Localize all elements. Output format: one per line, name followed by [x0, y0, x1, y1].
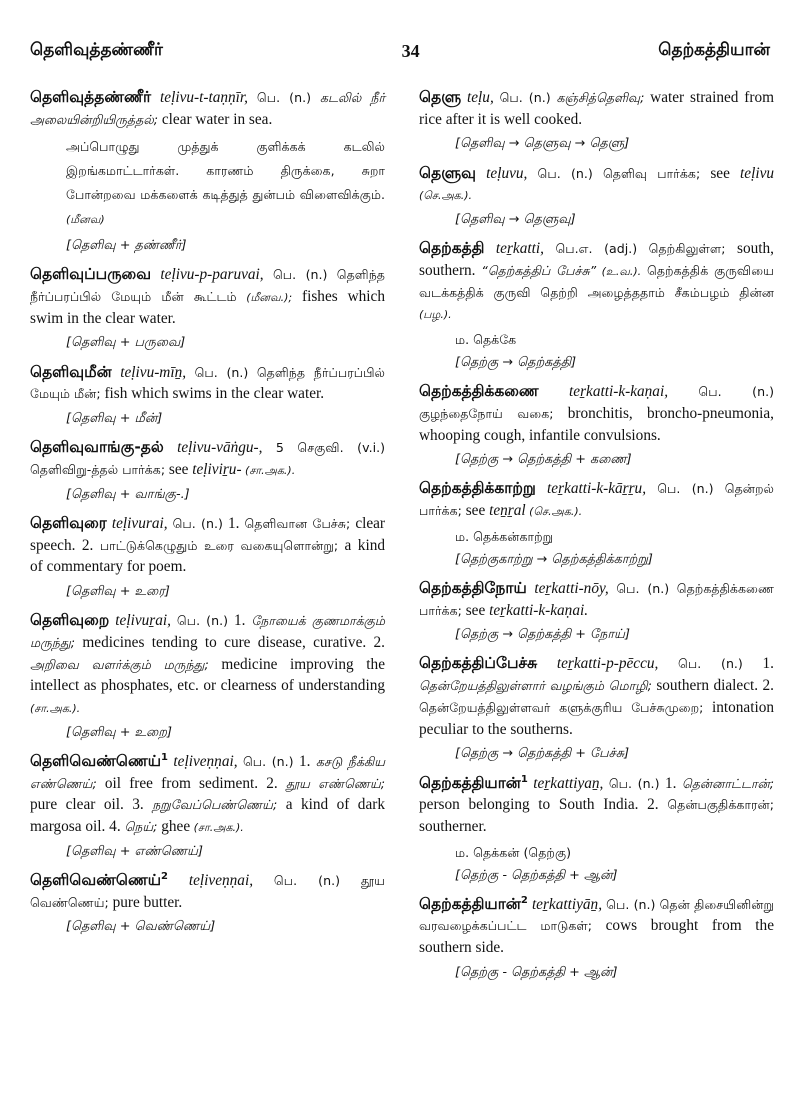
entry-definition-line	[30, 869, 385, 913]
entry-headword: தெளிவுமீன்	[30, 362, 112, 381]
definition-segment: தெளிவு பார்க்க;	[603, 165, 701, 181]
definition-segment: தென்றேயத்திலுள்ளவர் களுக்குரிய பேச்சுமுறை;	[419, 699, 704, 715]
entry-etymology: [தெளிவு → தெளுவு → தெளு]	[455, 136, 630, 152]
definition-segment: தென்பகுதிக்காரன்;	[667, 797, 774, 813]
entry-transliteration: teṟkatti-k-kaṇai,	[569, 383, 669, 401]
entry-part-of-speech: பெ. (n.)	[606, 896, 656, 912]
entry-definition-line	[419, 86, 774, 130]
definition-segment: fishes which swim in the clear water.	[30, 288, 385, 327]
entry-part-of-speech: பெ. (n.)	[537, 165, 593, 181]
definition-segment: see	[165, 460, 193, 478]
definition-segment: ghee	[157, 818, 191, 835]
entry-definition-line	[30, 86, 385, 130]
entry-etymology: [தெற்கு → தெற்கத்தி + கணை]	[455, 452, 632, 468]
entry-part-of-speech: பெ. (n.)	[194, 364, 249, 380]
definition-segment: கடலில் நீர் அலையின்றியிருத்தல்;	[30, 90, 386, 127]
entry-etymology: [தெற்கு - தெற்கத்தி + ஆன்]	[455, 964, 618, 980]
entry-transliteration: teṟkatti-k-kāṟṟu,	[547, 480, 647, 498]
definition-segment: southerner.	[419, 817, 487, 835]
entry-headword: தெளிவுவாங்கு-தல்	[30, 438, 164, 457]
definition-segment: fish which swims in the clear water.	[100, 385, 325, 403]
entry-etymology: [தெளிவு + பருவை]	[66, 335, 186, 351]
definition-segment: தெளிந்த நீர்ப்பரப்பில் மேயும் மீன்;	[30, 364, 386, 402]
entry-headword: தெற்கத்திக்காற்று	[419, 479, 536, 498]
definition-segment: see	[461, 601, 490, 619]
entry-headword: தெளிவுப்பருவை	[30, 265, 152, 284]
definition-segment: தெற்கிலுள்ள;	[648, 241, 726, 257]
right-column	[419, 86, 774, 1086]
entry-etymology: [தெளிவு → தெளுவு]	[455, 212, 576, 228]
quotation-source: (மீனவ)	[66, 213, 105, 227]
definition-segment: (சா.அக.).	[30, 701, 81, 715]
definition-segment: pure clear oil. 3.	[30, 796, 153, 814]
dictionary-entry	[419, 380, 774, 469]
dictionary-entry	[30, 512, 385, 601]
definition-segment: (உ.வ.).	[596, 264, 642, 278]
definition-segment: a kind of dark margosa oil. 4.	[30, 796, 385, 835]
dictionary-entry	[419, 652, 774, 763]
definition-segment: person belonging to South India. 2.	[419, 796, 668, 814]
entry-transliteration: teḷiveṇṇai,	[188, 871, 254, 889]
definition-segment: teḷiviṟu-	[192, 460, 242, 478]
entry-etymology: [தெளிவு + மீன்]	[66, 411, 163, 427]
entry-headword: தெளு	[419, 88, 462, 106]
homograph-number: 1	[520, 773, 528, 785]
entry-transliteration: teḷivu-p-paruvai,	[160, 266, 264, 284]
entry-etymology: [தெற்கு → தெற்கத்தி + நோய்]	[455, 627, 630, 643]
entry-transliteration: teṟkatti,	[495, 240, 544, 258]
entry-headword: தெற்கத்தியான்$^2$	[419, 894, 528, 913]
definition-segment: நோயைக் குணமாக்கும் மருந்து;	[30, 613, 385, 650]
definition-segment: cows brought from the southern side.	[419, 917, 774, 957]
entry-etymology: [தெளிவு + உரை]	[66, 583, 170, 599]
dictionary-entry	[30, 263, 385, 352]
entry-transliteration: teṟkattiyāṉ,	[531, 895, 603, 913]
definition-segment: (செ.அக.).	[419, 189, 472, 203]
entry-headword: தெற்கத்தி	[419, 239, 485, 258]
definition-segment: தென் திசையினின்று வரவழைக்கப்பட்ட மாடுகள்;	[419, 896, 775, 934]
guide-word-right: தெற்கத்தியான்	[658, 40, 770, 60]
dictionary-entry	[419, 162, 774, 230]
definition-segment: தென்னாட்டான்;	[681, 775, 774, 791]
definition-segment: தெற்கத்திக் குருவியை வடக்கத்திக் குருவி தெற்றி அழைத்ததாம் சீகம்பழம் தின்ன	[419, 262, 774, 300]
definition-segment: அறிவை வளர்க்கும் மருந்து;	[30, 656, 209, 672]
definition-segment: oil free from sediment. 2.	[96, 774, 286, 792]
dictionary-entry	[419, 86, 774, 154]
entry-part-of-speech: பெ. (n.)	[608, 775, 660, 791]
entry-transliteration: teḷivu-t-taṇṇīr,	[160, 89, 248, 106]
definition-segment: clear water in sea.	[158, 110, 273, 128]
definition-segment: a kind of commentary for poem.	[30, 536, 385, 576]
entry-etymology: [தெளிவு + வாங்கு-.]	[66, 486, 190, 502]
entry-definition-line	[419, 237, 774, 325]
entry-headword: தெளிவுரை	[30, 513, 107, 532]
entry-definition-line	[30, 750, 385, 838]
left-column	[30, 86, 385, 1086]
dictionary-entry	[419, 577, 774, 645]
definition-segment: தெளிவான பேச்சு;	[244, 515, 351, 531]
entry-definition-line	[419, 577, 774, 621]
definition-segment: (சா.அக.).	[241, 463, 296, 477]
definition-segment: southern dialect. 2.	[651, 677, 775, 695]
guide-word-left: தெளிவுத்தண்ணீர்	[30, 40, 163, 60]
entry-definition-line	[30, 512, 385, 578]
quotation-text: அப்பொழுது முத்துக் குளிக்கக் கடலில் இறங்கமாட்டார்கள். காரணம் திருக்கை, சுறா போன்றவை மக்களைக் கடித்துத் துன்பம் விளைவிக்கும்.	[66, 139, 385, 203]
definition-segment: 1.	[762, 655, 774, 673]
entry-headword: தெளுவு	[419, 163, 476, 182]
entry-part-of-speech: பெ.எ. (adj.)	[555, 241, 638, 257]
homograph-number: 2	[520, 894, 528, 906]
definition-segment: 1.	[299, 752, 316, 770]
entry-part-of-speech: பெ. (n.)	[176, 613, 228, 629]
entry-definition-line	[419, 893, 774, 959]
definition-segment: கசடு நீக்கிய எண்ணெய்;	[30, 753, 386, 791]
entry-headword: தெற்கத்திக்கணை	[419, 382, 539, 401]
dictionary-entry	[30, 436, 385, 504]
entry-definition-line	[419, 380, 774, 446]
entry-transliteration: teḷuvu,	[486, 164, 528, 182]
entry-definition-line	[419, 772, 774, 838]
entry-etymology: [தெற்குகாற்று → தெற்கத்திக்காற்று]	[455, 551, 653, 567]
definition-segment: see	[700, 164, 741, 182]
entry-etymology: [தெற்கு → தெற்கத்தி]	[455, 354, 577, 370]
definition-segment: clear speech. 2.	[30, 514, 386, 554]
dictionary-entry	[419, 893, 774, 982]
entry-part-of-speech: பெ. (n.)	[256, 90, 311, 105]
entry-transliteration: teḷu,	[467, 89, 494, 106]
entry-definition-line	[30, 436, 385, 480]
entry-transliteration: teṟkatti-p-pēccu,	[556, 655, 659, 673]
dictionary-entry	[30, 361, 385, 429]
entry-part-of-speech: பெ. (n.)	[242, 753, 294, 769]
homograph-number: 2	[161, 870, 168, 882]
entry-quotation	[66, 135, 385, 231]
definition-segment: (சா.அக.).	[190, 821, 244, 834]
definition-segment: தூய எண்ணெய்;	[285, 775, 386, 791]
definition-segment: “தெற்கத்திப் பேச்சு”	[481, 262, 597, 278]
definition-segment: teḷivu	[740, 164, 775, 182]
definition-segment: தென்றல் பார்க்க;	[419, 481, 775, 519]
entry-transliteration: teḷivu-mīṉ,	[120, 363, 187, 381]
definition-segment: தெற்கத்திக்கணை பார்க்க;	[419, 580, 774, 618]
dictionary-entry	[419, 772, 774, 885]
definition-segment: 1.	[227, 514, 245, 532]
definition-segment: south, southern.	[419, 240, 774, 279]
entry-etymology: [தெளிவு + உறை]	[66, 724, 172, 740]
dictionary-entry	[419, 237, 774, 372]
entry-part-of-speech: பெ. (n.)	[273, 872, 340, 888]
entry-definition-line	[419, 162, 774, 206]
entry-transliteration: teḷivu-vāṅgu-,	[177, 439, 263, 457]
definition-segment: தெளிவிறு-த்தல் பார்க்க;	[30, 461, 166, 477]
dictionary-columns	[30, 86, 774, 1086]
definition-segment: intonation peculiar to the southerns.	[419, 698, 774, 738]
entry-part-of-speech: பெ. (n.)	[616, 580, 670, 596]
entry-transliteration: teṟkattiyaṉ,	[533, 774, 604, 792]
dictionary-entry	[30, 750, 385, 861]
page-number: 34	[401, 40, 420, 61]
definition-segment: bronchitis, broncho-pneumonia, whooping cough, infantile convulsions.	[419, 404, 774, 444]
page-header	[30, 38, 770, 64]
definition-segment: medicines tending to cure disease, curative. 2.	[75, 633, 385, 651]
entry-etymology: [தெற்கு - தெற்கத்தி + ஆன்]	[455, 867, 618, 883]
definition-segment: 1.	[233, 612, 252, 630]
entry-headword: தெளிவுத்தண்ணீர்	[30, 88, 152, 106]
entry-cognate: ம. தெக்கன் (தெற்கு)	[455, 844, 571, 860]
definition-segment: pure butter.	[108, 893, 183, 911]
dictionary-entry	[419, 477, 774, 568]
definition-segment: தெளிந்த நீர்ப்பரப்பில் மேயும் மீன் கூட்டம்	[30, 267, 386, 304]
definition-segment: (செ.அக.).	[525, 505, 583, 519]
entry-etymology: [தெளிவு + எண்ணெய்]	[66, 843, 204, 859]
entry-definition-line	[419, 477, 774, 521]
definition-segment: medicine improving the intellect as phosphates, etc. or clearness of understanding	[30, 655, 385, 695]
definition-segment: தூய வெண்ணெய்;	[30, 872, 385, 910]
entry-headword: தெளிவுறை	[30, 611, 110, 630]
definition-segment: teṉṟal	[489, 502, 526, 520]
entry-part-of-speech: பெ. (n.)	[657, 481, 714, 497]
dictionary-entry	[30, 869, 385, 937]
entry-transliteration: teḷivuṟai,	[115, 612, 171, 630]
entry-part-of-speech: பெ. (n.)	[698, 384, 774, 400]
entry-cognate: ம. தெக்கே	[455, 332, 517, 348]
entry-transliteration: teḷivurai,	[111, 514, 168, 532]
entry-transliteration: teṟkatti-nōy,	[534, 579, 609, 597]
entry-definition-line	[419, 652, 774, 740]
entry-part-of-speech: பெ. (n.)	[499, 90, 551, 105]
entry-etymology: [தெளிவு + தண்ணீர்]	[66, 238, 187, 254]
definition-segment: teṟkatti-k-kaṇai.	[489, 601, 589, 619]
definition-segment: குழந்தைநோய் வகை;	[419, 405, 554, 421]
definition-segment: (பழ.).	[419, 308, 452, 322]
definition-segment: 1.	[664, 774, 682, 792]
entry-headword: தெற்கத்தியான்$^1$	[419, 773, 528, 792]
definition-segment: see	[461, 502, 490, 520]
entry-definition-line	[30, 263, 385, 329]
entry-etymology: [தெற்கு → தெற்கத்தி + பேச்சு]	[455, 746, 630, 762]
entry-headword: தெளிவெண்ணெய்$^2$	[30, 870, 168, 889]
entry-part-of-speech: 5 செகுவி. (v.i.)	[275, 440, 385, 456]
definition-segment: பாட்டுக்கெழுதும் உரை வகையுளொன்று;	[99, 537, 339, 553]
entry-part-of-speech: பெ. (n.)	[678, 656, 743, 672]
entry-headword: தெற்கத்திநோய்	[419, 578, 527, 597]
definition-segment: (மீனவ.);	[236, 291, 293, 304]
entry-etymology: [தெளிவு + வெண்ணெய்]	[66, 919, 216, 935]
dictionary-entry	[30, 86, 385, 255]
entry-part-of-speech: பெ. (n.)	[172, 515, 223, 531]
entry-headword: தெளிவெண்ணெய்$^1$	[30, 751, 168, 770]
entry-part-of-speech: பெ. (n.)	[272, 267, 328, 283]
entry-transliteration: teḷiveṇṇai,	[173, 752, 238, 770]
definition-segment: நறுவேப்பெண்ணெய்;	[152, 797, 278, 813]
entry-cognate: ம. தெக்கன்காற்று	[455, 528, 554, 544]
definition-segment: தென்றேயத்திலுள்ளார் வழங்கும் மொழி;	[419, 678, 652, 694]
entry-definition-line	[30, 361, 385, 405]
definition-segment: water strained from rice after it is well cooked.	[419, 89, 774, 128]
dictionary-entry	[30, 609, 385, 742]
homograph-number: 1	[161, 751, 168, 763]
entry-headword: தெற்கத்திப்பேச்சு	[419, 654, 538, 673]
entry-definition-line	[30, 609, 385, 719]
definition-segment: நெய்;	[124, 819, 158, 834]
definition-segment: கஞ்சித்தெளிவு;	[556, 90, 645, 105]
